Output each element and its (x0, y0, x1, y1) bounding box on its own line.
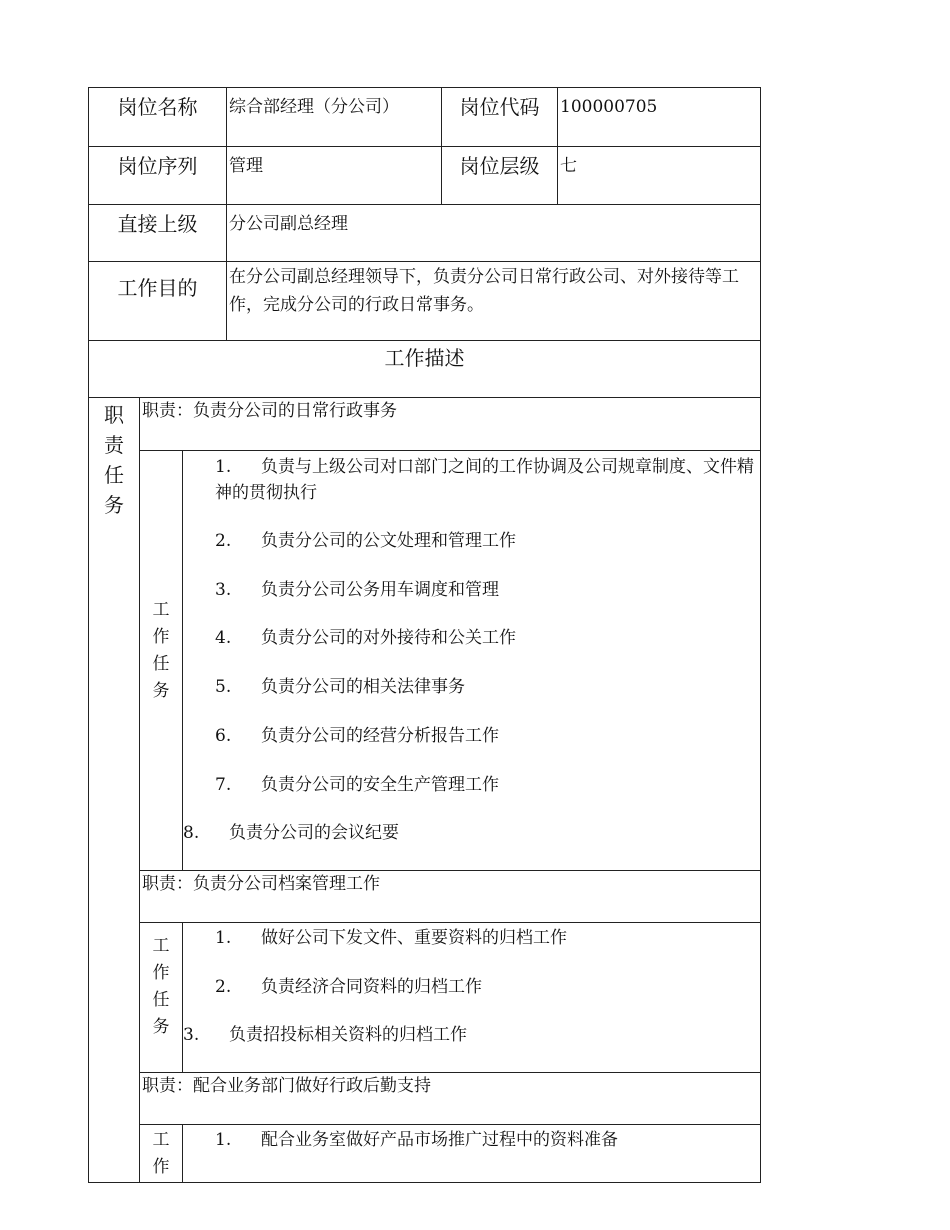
task-side-column (139, 922, 183, 1073)
superior-value: 分公司副总经理 (226, 204, 761, 262)
task-list (182, 450, 761, 871)
task-item: 1. 配合业务室做好产品市场推广过程中的资料准备 (215, 1130, 618, 1150)
task-item: 3. 负责招投标相关资料的归档工作 (183, 1025, 467, 1045)
task-item: 3. 负责分公司公务用车调度和管理 (215, 580, 499, 600)
task-list (182, 1124, 761, 1183)
duties-side-column (88, 397, 140, 1183)
level-value: 七 (557, 146, 761, 205)
task-side-label: 工 作 任 务 (152, 936, 170, 1037)
task-item: 2. 负责经济合同资料的归档工作 (215, 977, 482, 997)
purpose-label: 工作目的 (88, 261, 227, 341)
task-item: 5. 负责分公司的相关法律事务 (215, 677, 465, 697)
position-name-label: 岗位名称 (88, 87, 227, 147)
task-item: 2. 负责分公司的公文处理和管理工作 (215, 531, 516, 551)
task-side-label: 工 作 (152, 1130, 170, 1177)
purpose-value: 在分公司副总经理领导下，负责分公司日常行政公司、对外接待等工作，完成分公司的行政日常事务。 (226, 261, 761, 341)
duty-title: 职责：负责分公司档案管理工作 (139, 870, 761, 923)
task-item: 1. 做好公司下发文件、重要资料的归档工作 (215, 928, 567, 948)
level-label: 岗位层级 (441, 146, 558, 205)
task-side-column (139, 1124, 183, 1183)
task-item: 7. 负责分公司的安全生产管理工作 (215, 775, 499, 795)
task-side-column (139, 450, 183, 871)
task-item: 6. 负责分公司的经营分析报告工作 (215, 726, 499, 746)
work-description-title: 工作描述 (88, 340, 761, 398)
position-code-label: 岗位代码 (441, 87, 558, 147)
task-list (182, 922, 761, 1073)
sequence-value: 管理 (226, 146, 442, 205)
task-item: 4. 负责分公司的对外接待和公关工作 (215, 628, 516, 648)
position-code-value: 100000705 (557, 87, 761, 147)
duties-side-label: 职 责 任 务 (104, 403, 124, 517)
position-name-value: 综合部经理（分公司） (226, 87, 442, 147)
duty-title: 职责：配合业务部门做好行政后勤支持 (139, 1072, 761, 1125)
superior-label: 直接上级 (88, 204, 227, 262)
task-item: 1. 负责与上级公司对口部门之间的工作协调及公司规章制度、文件精神的贯彻执行 (215, 457, 754, 503)
task-side-label: 工 作 任 务 (152, 600, 170, 701)
sequence-label: 岗位序列 (88, 146, 227, 205)
task-item: 8. 负责分公司的会议纪要 (183, 823, 399, 843)
duty-title: 职责：负责分公司的日常行政事务 (139, 397, 761, 451)
job-description-table (88, 87, 761, 1183)
